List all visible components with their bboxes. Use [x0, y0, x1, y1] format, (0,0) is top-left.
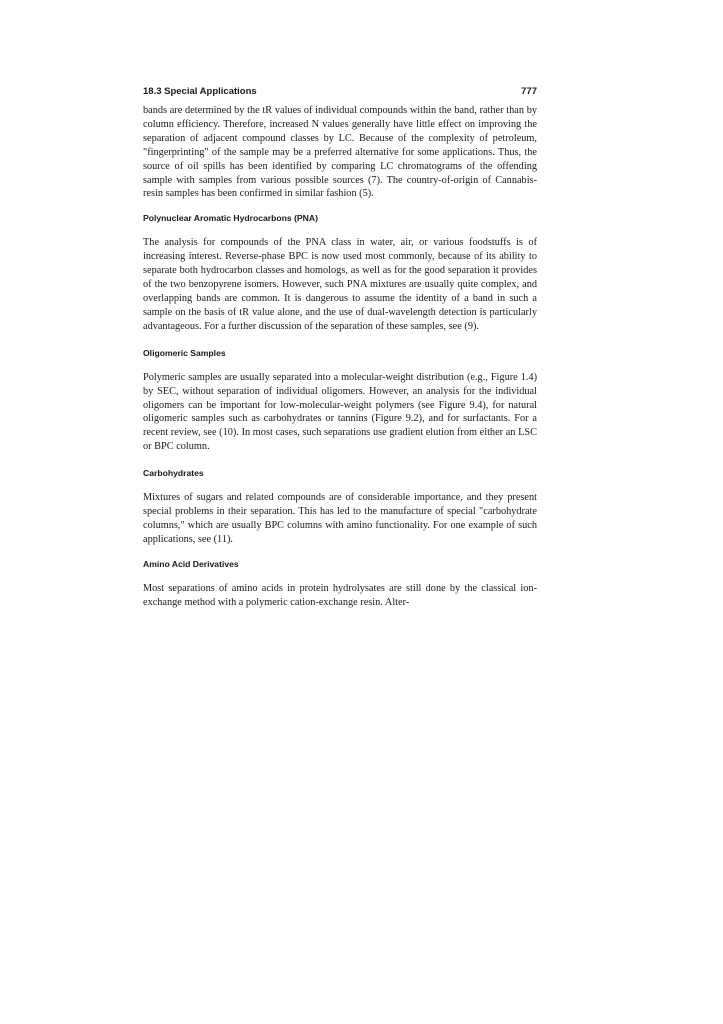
running-head-section: 18.3 Special Applications [143, 86, 257, 97]
running-head [143, 86, 537, 104]
heading-pna: Polynuclear Aromatic Hydrocarbons (PNA) [143, 213, 318, 224]
heading-amino: Amino Acid Derivatives [143, 558, 239, 569]
paragraph-intro: bands are determined by the tR values of individual compounds within the band, rather than by column efficiency. Therefore, increased N values generally have little effect on improving the separation of adjacent compound classes by LC. Because of the complexity of petroleum, "fingerprinting" of the sample may be a preferred alternative for some applications. Thus, the source of oil spills has been identified by comparing LC chromatograms of the offending sample with samples from various possible sources (7). The country-of-origin of Cannabis-resin samples has been confirmed in similar fashion (5). [143, 105, 537, 200]
page [143, 86, 537, 610]
heading-carbohydrates: Carbohydrates [143, 468, 204, 479]
paragraph-amino: Most separations of amino acids in protein hydrolysates are still done by the classical ion-exchange method with a polymeric cation-exchange resin. Alter- [143, 582, 537, 608]
heading-oligomeric: Oligomeric Samples [143, 347, 226, 358]
paragraph-pna: The analysis for compounds of the PNA class in water, air, or various foodstuffs is of increasing interest. Reverse-phase BPC is now used most commonly, because of its ability to separate both hydrocarbon classes and homologs, as well as for the good separation it provides of the two benzopyrene isomers. However, such PNA mixtures are usually quite complex, and overlapping bands are common. It is dangerous to assume the identity of a band in such a sample on the basis of tR value alone, and the use of dual-wavelength detection is particularly advantageous. For a further discussion of the separation of these samples, see (9). [143, 237, 537, 332]
page-number: 777 [521, 86, 537, 97]
paragraph-oligomeric: Polymeric samples are usually separated into a molecular-weight distribution (e.g., Figure 1.4) by SEC, without separation of individual oligomers. However, an analysis for the individual oligomers can be important for low-molecular-weight polymers (see Figure 9.4), for natural oligomeric samples such as carbohydrates or tannins (Figure 9.2), and for surfactants. For a recent review, see (10). In most cases, such separations use gradient elution from either an LSC or BPC column. [143, 371, 537, 453]
paragraph-carbohydrates: Mixtures of sugars and related compounds are of considerable importance, and they present special problems in their separation. This has led to the manufacture of special "carbohydrate columns," which are usually BPC columns with amino functionality. For one example of such applications, see (11). [143, 492, 537, 545]
